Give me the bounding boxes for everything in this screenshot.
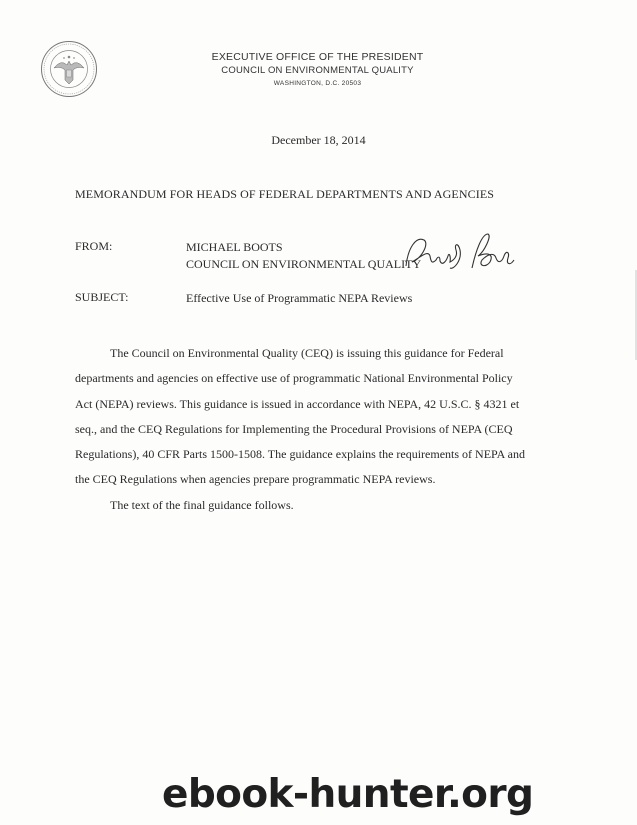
from-name: MICHAEL BOOTS bbox=[186, 240, 283, 254]
from-label: FROM: bbox=[75, 239, 113, 253]
subject-text: Effective Use of Programmatic NEPA Reviews bbox=[186, 291, 413, 305]
signature-icon bbox=[398, 226, 518, 278]
memo-body bbox=[75, 341, 530, 518]
from-block bbox=[186, 239, 421, 273]
letterhead-council: COUNCIL ON ENVIRONMENTAL QUALITY bbox=[221, 65, 414, 76]
letterhead bbox=[190, 50, 445, 89]
letterhead-office: EXECUTIVE OFFICE OF THE PRESIDENT bbox=[211, 51, 424, 63]
from-title: COUNCIL ON ENVIRONMENTAL QUALITY bbox=[186, 257, 422, 271]
body-paragraph-2: The text of the final guidance follows. bbox=[110, 497, 294, 512]
body-paragraph-1: The Council on Environmental Quality (CEQ) is issuing this guidance for Federal departments and agencies on effective use of programmatic National Environmental Policy Act (NEPA) reviews. This guidance is issued in accordance with NEPA, 42 U.S.C. § 4321 et seq., and the CEQ Regulations for Implementing the Procedural Provisions of NEPA (CEQ Regulations), 40 CFR Parts 1500-1508. The guidance explains the requirements of NEPA and the CEQ Regulations when agencies prepare programmatic NEPA reviews. bbox=[75, 346, 525, 487]
presidential-seal-icon bbox=[40, 40, 98, 98]
memo-heading: MEMORANDUM FOR HEADS OF FEDERAL DEPARTMENTS AND AGENCIES bbox=[75, 187, 495, 201]
watermark-text: ebook-hunter.org bbox=[162, 772, 534, 817]
memo-date: December 18, 2014 bbox=[271, 133, 366, 147]
letterhead-address: WASHINGTON, D.C. 20503 bbox=[273, 80, 362, 87]
subject-label: SUBJECT: bbox=[75, 290, 129, 304]
